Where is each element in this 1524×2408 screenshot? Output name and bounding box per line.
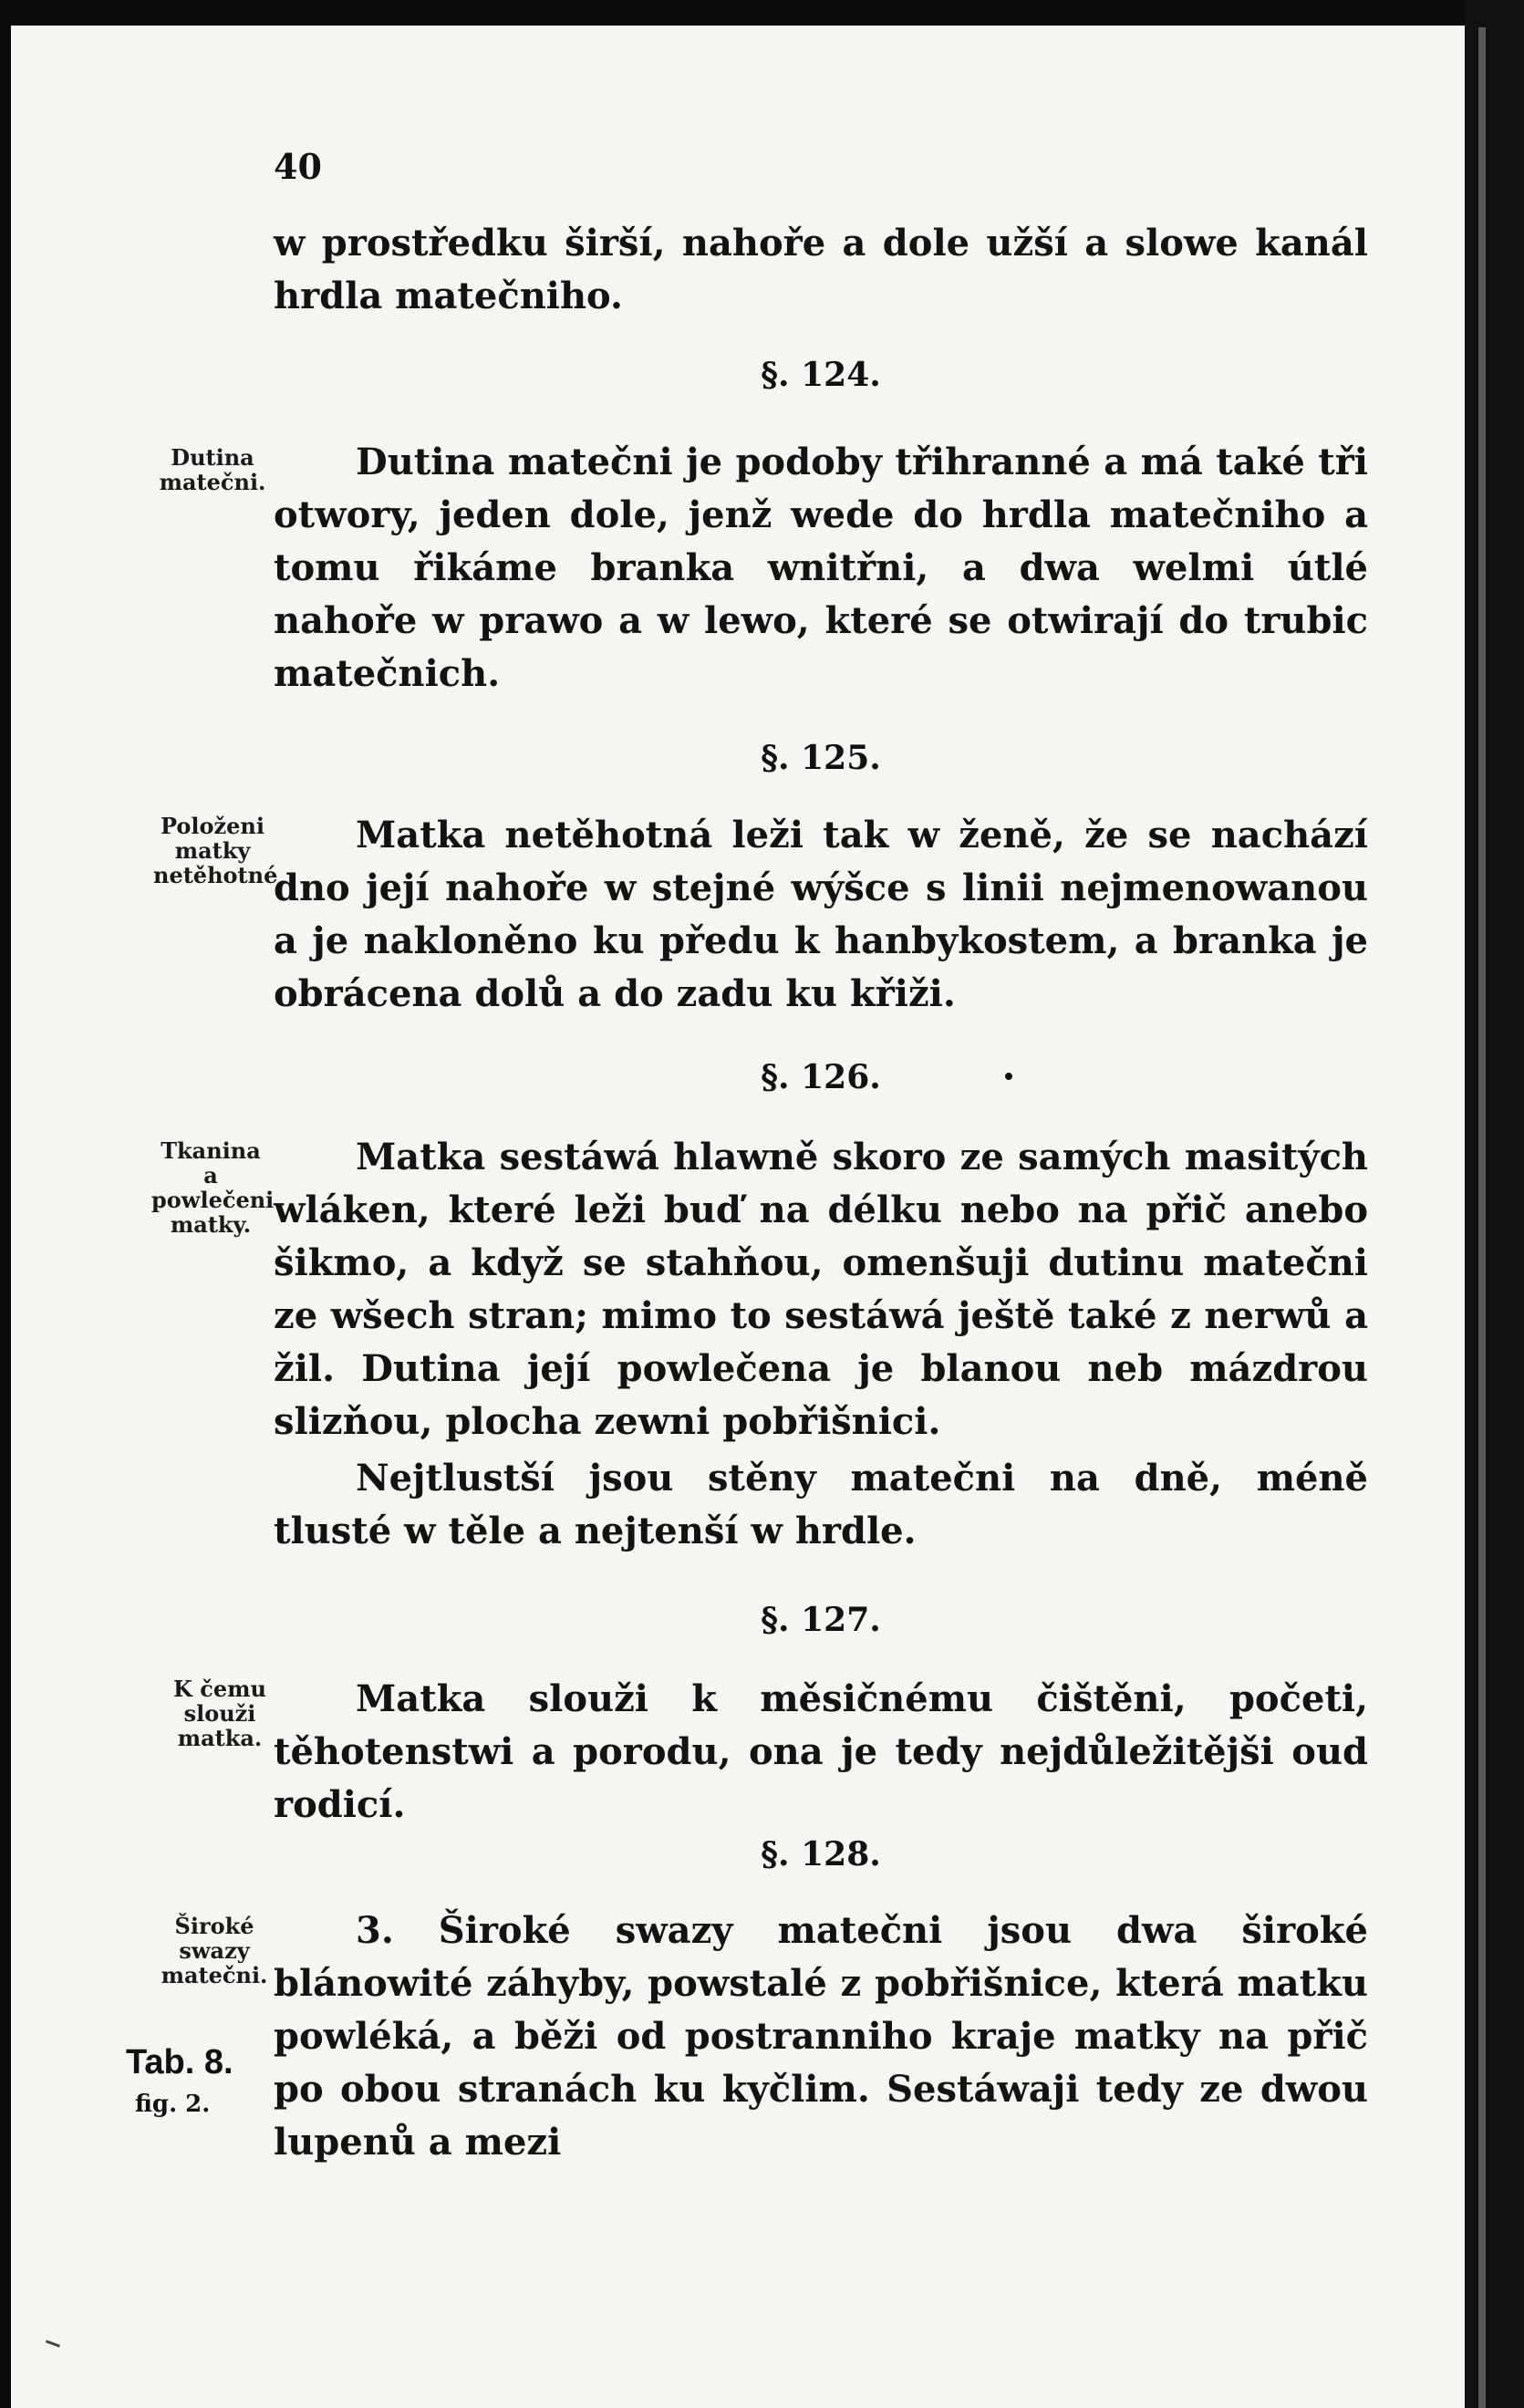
paragraph-128: 3. Široké swazy matečni jsou dwa široké blánowité záhyby, powstalé z pobřišnice, která matku powléká, a běži od postranniho kraje matky na přič po obou stranách ku kyčlim. Sestáwaji tedy ze dwou lupenů a mezi [274,1909,1368,2164]
margin-note-tkanina: Tkanina a powlečeni matky. [151,1137,275,1238]
adjacent-page-edge [1478,27,1486,2408]
paragraph-126b: Nejtlustší jsou stěny matečni na dně, méně tlusté w těle a nejtenší w hrdle. [274,1457,1368,1552]
paragraph-127: Matka slouži k měsičnému čištěni, početi, těhotenstwi a porodu, ona je tedy nejdůležitějši oud rodicí. [274,1677,1368,1826]
page-number: 40 [274,146,322,187]
paragraph-124: Dutina matečni je podoby třihranné a má také tři otwory, jeden dole, jenž wede do hrdla matečniho a tomu řikáme branka wnitřni, a dwa welmi útlé nahoře w prawo a w lewo, které se otwirají do trubic matečnich. [274,441,1368,695]
section-heading-124: §. 124. [761,356,881,394]
section-heading-125: §. 125. [761,739,881,777]
paragraph-126: Matka sestáwá hlawně skoro ze samých masitých wláken, které leži buď na délku nebo na přič anebo šikmo, a když se stahňou, omenšuji dutinu matečni ze wšech stran; mimo to sestáwá ještě také z nerwů a žil. Dutina její powlečena je blanou neb mázdrou slizňou, plocha zewni pobřišnici. [274,1136,1368,1443]
section-heading-127: §. 127. [761,1601,881,1639]
print-speck [1005,1073,1012,1080]
margin-note-k-cemu: K čemu slouži matka. [173,1676,266,1751]
section-heading-126: §. 126. [761,1058,881,1096]
scan-border [1465,0,1524,2408]
figure-reference: fig. 2. [135,2091,211,2118]
paragraph-125: Matka netěhotná leži tak w ženě, že se nachází dno její nahoře w stejné wýšce s linii nejmenowanou a je nakloněno ku předu k hanbykostem, a branka je obrácena dolů a do zadu ku křiži. [274,814,1368,1015]
margin-note-polozeni: Položeni matky netěhotné [153,813,278,888]
margin-note-dutina: Dutina matečni. [159,444,266,495]
paragraph-intro: w prostředku širší, nahoře a dole užší a slowe kanál hrdla matečniho. [274,222,1368,317]
section-heading-128: §. 128. [761,1835,881,1873]
table-reference: Tab. 8. [126,2043,233,2081]
margin-note-siroke: Široké swazy matečni. [161,1913,268,1988]
